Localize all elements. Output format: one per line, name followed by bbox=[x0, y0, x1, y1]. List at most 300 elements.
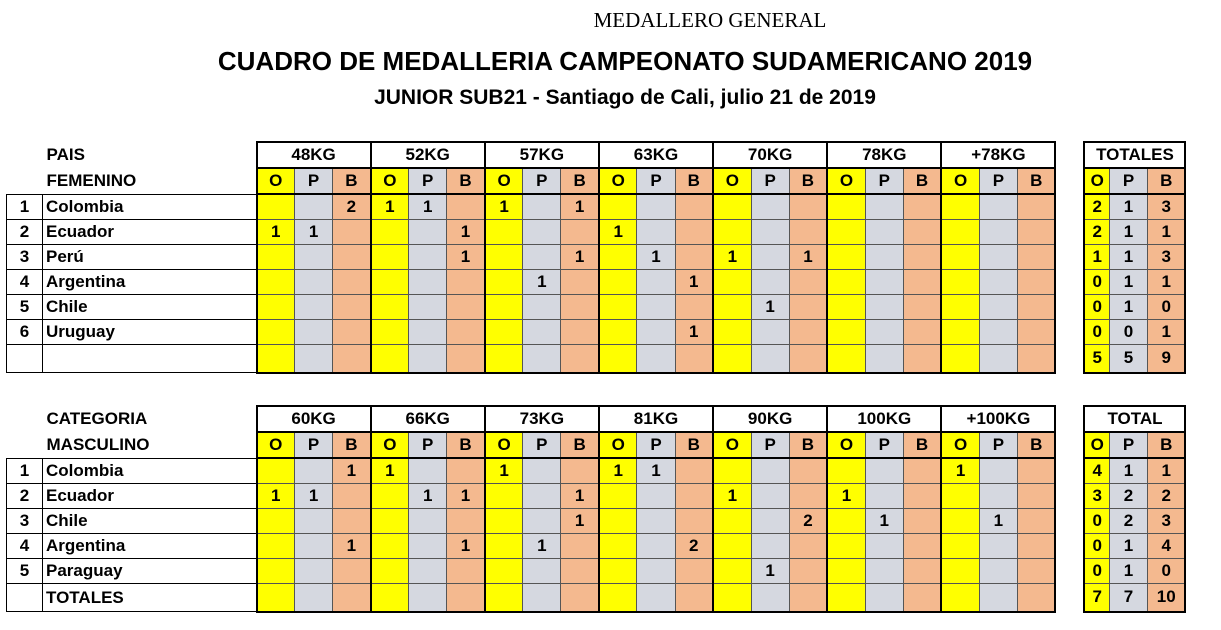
totals-header: TOTALES bbox=[1084, 142, 1185, 168]
medal-type-label: P bbox=[637, 168, 675, 194]
medal-count-cell bbox=[675, 245, 713, 270]
medal-count-cell bbox=[1017, 245, 1055, 270]
total-count-cell: 1 bbox=[1147, 458, 1185, 484]
medal-count-cell: 1 bbox=[827, 484, 865, 509]
medal-count-cell bbox=[371, 270, 409, 295]
total-count-cell: 4 bbox=[1147, 534, 1185, 559]
medal-count-cell bbox=[447, 559, 485, 584]
medal-count-cell bbox=[941, 220, 979, 245]
medal-count-cell bbox=[295, 194, 333, 220]
medal-count-cell bbox=[827, 220, 865, 245]
medal-count-cell bbox=[371, 320, 409, 345]
medal-count-cell bbox=[789, 345, 827, 373]
medal-count-cell bbox=[827, 345, 865, 373]
medal-count-cell: 1 bbox=[295, 484, 333, 509]
medal-count-cell bbox=[447, 194, 485, 220]
medal-count-cell bbox=[903, 320, 941, 345]
total-count-cell: 0 bbox=[1084, 509, 1109, 534]
total-count-cell: 1 bbox=[1147, 320, 1185, 345]
country-cell: Paraguay bbox=[43, 559, 257, 584]
weight-category-header: 90KG bbox=[713, 406, 827, 432]
medal-count-cell bbox=[637, 484, 675, 509]
medal-count-cell bbox=[675, 509, 713, 534]
medal-count-cell: 1 bbox=[523, 270, 561, 295]
medal-count-cell bbox=[485, 484, 523, 509]
medal-count-cell bbox=[827, 245, 865, 270]
total-count-cell: 1 bbox=[1109, 220, 1147, 245]
total-count-cell: 10 bbox=[1147, 584, 1185, 612]
table-row bbox=[7, 559, 1186, 584]
medal-count-cell bbox=[295, 584, 333, 612]
medal-count-cell bbox=[257, 458, 295, 484]
weight-category-header: 78KG bbox=[827, 142, 941, 168]
medal-count-cell bbox=[751, 458, 789, 484]
medal-count-cell bbox=[447, 458, 485, 484]
medal-count-cell bbox=[485, 320, 523, 345]
medal-count-cell bbox=[865, 194, 903, 220]
medal-count-cell: 1 bbox=[675, 270, 713, 295]
rank-cell: 3 bbox=[7, 509, 43, 534]
medal-type-label: P bbox=[523, 168, 561, 194]
medal-count-cell bbox=[371, 509, 409, 534]
medal-count-cell bbox=[1017, 295, 1055, 320]
medal-count-cell bbox=[675, 295, 713, 320]
medal-count-cell bbox=[903, 458, 941, 484]
section-sublabel: MASCULINO bbox=[46, 434, 150, 454]
medal-count-cell bbox=[751, 509, 789, 534]
medal-count-cell: 1 bbox=[599, 458, 637, 484]
medal-count-cell bbox=[485, 270, 523, 295]
medal-count-cell: 1 bbox=[979, 509, 1017, 534]
medal-count-cell bbox=[979, 245, 1017, 270]
medal-count-cell bbox=[599, 509, 637, 534]
weight-category-header: 60KG bbox=[257, 406, 371, 432]
medal-count-cell bbox=[827, 534, 865, 559]
medal-count-cell bbox=[257, 345, 295, 373]
medal-count-cell bbox=[599, 320, 637, 345]
total-count-cell: 1 bbox=[1147, 270, 1185, 295]
rank-cell: 2 bbox=[7, 484, 43, 509]
medal-count-cell bbox=[561, 320, 599, 345]
medal-count-cell bbox=[1017, 484, 1055, 509]
medal-count-cell bbox=[789, 458, 827, 484]
medal-count-cell: 1 bbox=[371, 458, 409, 484]
medal-count-cell bbox=[865, 270, 903, 295]
total-count-cell: 7 bbox=[1084, 584, 1109, 612]
total-count-cell: 1 bbox=[1147, 220, 1185, 245]
medal-count-cell bbox=[333, 484, 371, 509]
rank-cell: 4 bbox=[7, 534, 43, 559]
total-count-cell: 0 bbox=[1084, 295, 1109, 320]
medal-type-label: O bbox=[371, 432, 409, 458]
medal-count-cell: 1 bbox=[295, 220, 333, 245]
medal-type-label: P bbox=[979, 168, 1017, 194]
medal-count-cell: 1 bbox=[751, 295, 789, 320]
total-count-cell: 5 bbox=[1084, 345, 1109, 373]
medal-count-cell bbox=[1017, 458, 1055, 484]
medal-count-cell bbox=[789, 270, 827, 295]
medal-count-cell bbox=[257, 295, 295, 320]
weight-category-header: 70KG bbox=[713, 142, 827, 168]
medal-count-cell bbox=[637, 584, 675, 612]
medal-count-cell bbox=[941, 270, 979, 295]
country-cell: Uruguay bbox=[43, 320, 257, 345]
medal-count-cell bbox=[447, 320, 485, 345]
medal-count-cell bbox=[941, 559, 979, 584]
total-count-cell: 2 bbox=[1109, 484, 1147, 509]
medal-type-label: O bbox=[371, 168, 409, 194]
medal-count-cell bbox=[1017, 270, 1055, 295]
medal-count-cell bbox=[485, 295, 523, 320]
medal-count-cell bbox=[1017, 220, 1055, 245]
medal-type-label: P bbox=[409, 432, 447, 458]
medal-count-cell bbox=[637, 270, 675, 295]
total-count-cell: 1 bbox=[1109, 534, 1147, 559]
medal-count-cell bbox=[865, 458, 903, 484]
medal-count-cell bbox=[523, 220, 561, 245]
medal-count-cell bbox=[333, 245, 371, 270]
medal-count-cell: 1 bbox=[333, 534, 371, 559]
medal-count-cell bbox=[713, 295, 751, 320]
medal-count-cell bbox=[865, 559, 903, 584]
medal-count-cell: 2 bbox=[789, 509, 827, 534]
medal-count-cell bbox=[295, 245, 333, 270]
country-cell: Colombia bbox=[43, 194, 257, 220]
medal-count-cell: 1 bbox=[561, 484, 599, 509]
medal-count-cell bbox=[789, 534, 827, 559]
medal-type-label: P bbox=[409, 168, 447, 194]
table-row bbox=[7, 458, 1186, 484]
medal-count-cell bbox=[865, 295, 903, 320]
medal-type-label: O bbox=[485, 168, 523, 194]
medal-count-cell bbox=[941, 245, 979, 270]
medal-count-cell bbox=[713, 345, 751, 373]
medal-count-cell bbox=[371, 559, 409, 584]
total-count-cell: 3 bbox=[1147, 194, 1185, 220]
medal-count-cell bbox=[257, 534, 295, 559]
section-sublabel: FEMENINO bbox=[46, 170, 137, 190]
total-count-cell: 0 bbox=[1084, 320, 1109, 345]
total-count-cell: 2 bbox=[1084, 220, 1109, 245]
table-row bbox=[7, 194, 1186, 220]
medal-count-cell bbox=[523, 559, 561, 584]
rank-cell: 5 bbox=[7, 559, 43, 584]
medal-type-label: P bbox=[295, 168, 333, 194]
table-row bbox=[7, 484, 1186, 509]
medal-count-cell: 1 bbox=[751, 559, 789, 584]
medal-count-cell bbox=[409, 295, 447, 320]
medal-count-cell bbox=[675, 584, 713, 612]
medal-count-cell bbox=[295, 320, 333, 345]
medal-count-cell bbox=[903, 484, 941, 509]
medal-count-cell: 1 bbox=[789, 245, 827, 270]
medal-count-cell bbox=[865, 534, 903, 559]
medal-count-cell bbox=[561, 559, 599, 584]
medal-count-cell bbox=[903, 295, 941, 320]
country-cell: Perú bbox=[43, 245, 257, 270]
total-count-cell: 1 bbox=[1109, 194, 1147, 220]
total-count-cell: 9 bbox=[1147, 345, 1185, 373]
rank-cell: 6 bbox=[7, 320, 43, 345]
medal-type-label: B bbox=[675, 432, 713, 458]
table-row bbox=[7, 245, 1186, 270]
medal-count-cell bbox=[561, 584, 599, 612]
medal-type-label: O bbox=[599, 168, 637, 194]
medal-count-cell: 2 bbox=[675, 534, 713, 559]
medal-count-cell bbox=[523, 345, 561, 373]
total-count-cell: 0 bbox=[1147, 295, 1185, 320]
medal-type-label: O bbox=[599, 432, 637, 458]
medal-count-cell bbox=[903, 584, 941, 612]
total-count-cell: 0 bbox=[1084, 270, 1109, 295]
weight-category-header: 81KG bbox=[599, 406, 713, 432]
document-heading: MEDALLERO GENERAL bbox=[593, 8, 827, 32]
rank-cell: 2 bbox=[7, 220, 43, 245]
medal-count-cell: 1 bbox=[257, 484, 295, 509]
medal-count-cell: 1 bbox=[447, 484, 485, 509]
medal-count-cell bbox=[409, 509, 447, 534]
medal-type-label: P bbox=[979, 432, 1017, 458]
total-count-cell: 0 bbox=[1084, 559, 1109, 584]
weight-category-header: +78KG bbox=[941, 142, 1055, 168]
medal-count-cell bbox=[713, 320, 751, 345]
medal-type-label: B bbox=[447, 432, 485, 458]
country-cell: Chile bbox=[43, 509, 257, 534]
country-cell: Argentina bbox=[43, 534, 257, 559]
medal-count-cell bbox=[257, 509, 295, 534]
medal-count-cell bbox=[941, 194, 979, 220]
medal-type-label: O bbox=[713, 432, 751, 458]
medal-count-cell bbox=[1017, 320, 1055, 345]
medal-count-cell bbox=[827, 584, 865, 612]
medal-type-label: B bbox=[333, 432, 371, 458]
medal-count-cell bbox=[941, 509, 979, 534]
medal-count-cell bbox=[485, 534, 523, 559]
medal-count-cell bbox=[941, 345, 979, 373]
medal-count-cell: 1 bbox=[637, 245, 675, 270]
medal-type-label: B bbox=[1147, 168, 1185, 194]
table-row bbox=[7, 509, 1186, 534]
medal-type-label: B bbox=[561, 168, 599, 194]
medal-count-cell: 1 bbox=[371, 194, 409, 220]
medal-count-cell: 1 bbox=[561, 245, 599, 270]
medal-count-cell bbox=[751, 345, 789, 373]
medal-type-label: P bbox=[865, 432, 903, 458]
total-count-cell: 3 bbox=[1084, 484, 1109, 509]
medal-count-cell bbox=[523, 245, 561, 270]
medal-count-cell bbox=[713, 534, 751, 559]
total-count-cell: 1 bbox=[1109, 270, 1147, 295]
medal-count-cell bbox=[295, 295, 333, 320]
medal-count-cell bbox=[979, 458, 1017, 484]
medal-type-label: B bbox=[1147, 432, 1185, 458]
medal-count-cell bbox=[485, 245, 523, 270]
medal-count-cell: 1 bbox=[409, 194, 447, 220]
medal-type-label: B bbox=[789, 168, 827, 194]
medal-count-cell bbox=[941, 584, 979, 612]
medal-type-label: P bbox=[637, 432, 675, 458]
totals-header: TOTAL bbox=[1084, 406, 1185, 432]
medal-count-cell bbox=[979, 584, 1017, 612]
page-title: CUADRO DE MEDALLERIA CAMPEONATO SUDAMERICANO 2019 bbox=[217, 46, 1033, 76]
medal-type-label: B bbox=[1017, 168, 1055, 194]
medal-count-cell bbox=[333, 345, 371, 373]
medal-count-cell bbox=[713, 458, 751, 484]
medal-count-cell bbox=[789, 295, 827, 320]
medal-count-cell bbox=[561, 270, 599, 295]
medal-count-cell bbox=[409, 220, 447, 245]
medal-count-cell bbox=[523, 458, 561, 484]
weight-category-header: 73KG bbox=[485, 406, 599, 432]
medal-type-label: B bbox=[789, 432, 827, 458]
medal-count-cell bbox=[789, 584, 827, 612]
rank-cell bbox=[7, 345, 43, 373]
medal-count-cell bbox=[485, 584, 523, 612]
medal-count-cell bbox=[713, 584, 751, 612]
medal-count-cell bbox=[257, 194, 295, 220]
total-count-cell: 2 bbox=[1084, 194, 1109, 220]
medal-count-cell bbox=[599, 295, 637, 320]
medal-count-cell bbox=[599, 559, 637, 584]
medal-count-cell bbox=[751, 220, 789, 245]
medal-count-cell bbox=[903, 245, 941, 270]
medal-count-cell bbox=[257, 245, 295, 270]
medal-count-cell bbox=[333, 270, 371, 295]
medal-count-cell bbox=[637, 320, 675, 345]
medal-count-cell bbox=[827, 295, 865, 320]
total-count-cell: 3 bbox=[1147, 509, 1185, 534]
medal-count-cell bbox=[751, 270, 789, 295]
medal-count-cell bbox=[941, 320, 979, 345]
medal-count-cell bbox=[333, 509, 371, 534]
medal-count-cell bbox=[523, 584, 561, 612]
medal-count-cell bbox=[447, 270, 485, 295]
medal-count-cell bbox=[523, 194, 561, 220]
medal-count-cell: 1 bbox=[409, 484, 447, 509]
medal-count-cell: 2 bbox=[333, 194, 371, 220]
medal-count-cell bbox=[295, 270, 333, 295]
medal-count-cell bbox=[637, 559, 675, 584]
weight-category-header: 48KG bbox=[257, 142, 371, 168]
medal-type-label: O bbox=[257, 432, 295, 458]
medal-count-cell bbox=[903, 509, 941, 534]
table-row bbox=[7, 320, 1186, 345]
medal-count-cell: 1 bbox=[675, 320, 713, 345]
medal-count-cell bbox=[827, 320, 865, 345]
medal-count-cell: 1 bbox=[637, 458, 675, 484]
medal-count-cell bbox=[447, 295, 485, 320]
medal-count-cell bbox=[903, 220, 941, 245]
table-row bbox=[7, 295, 1186, 320]
medal-count-cell: 1 bbox=[447, 534, 485, 559]
country-cell: Colombia bbox=[43, 458, 257, 484]
medal-count-cell bbox=[637, 220, 675, 245]
medal-count-cell bbox=[713, 509, 751, 534]
medal-count-cell bbox=[409, 245, 447, 270]
medal-type-label: B bbox=[675, 168, 713, 194]
female-medal-table bbox=[6, 141, 1186, 374]
table-row bbox=[7, 220, 1186, 245]
medal-count-cell bbox=[333, 584, 371, 612]
medal-count-cell bbox=[599, 534, 637, 559]
total-count-cell: 1 bbox=[1109, 295, 1147, 320]
medal-type-label: P bbox=[523, 432, 561, 458]
medal-count-cell bbox=[485, 509, 523, 534]
medal-count-cell bbox=[637, 509, 675, 534]
medal-count-cell bbox=[371, 345, 409, 373]
total-count-cell: 0 bbox=[1147, 559, 1185, 584]
medal-count-cell bbox=[713, 220, 751, 245]
medal-count-cell bbox=[1017, 345, 1055, 373]
country-cell: Ecuador bbox=[43, 484, 257, 509]
medal-count-cell bbox=[713, 270, 751, 295]
medal-count-cell: 1 bbox=[257, 220, 295, 245]
medal-type-label: P bbox=[865, 168, 903, 194]
medal-count-cell bbox=[979, 559, 1017, 584]
medal-count-cell bbox=[865, 345, 903, 373]
medal-count-cell bbox=[827, 458, 865, 484]
medal-count-cell bbox=[941, 534, 979, 559]
medal-count-cell bbox=[675, 220, 713, 245]
medal-count-cell: 1 bbox=[865, 509, 903, 534]
medal-count-cell bbox=[865, 584, 903, 612]
medal-count-cell bbox=[1017, 509, 1055, 534]
medal-count-cell bbox=[789, 320, 827, 345]
medal-count-cell bbox=[523, 509, 561, 534]
medal-count-cell bbox=[675, 458, 713, 484]
medal-count-cell bbox=[941, 484, 979, 509]
total-count-cell: 1 bbox=[1109, 245, 1147, 270]
medal-count-cell bbox=[827, 270, 865, 295]
medal-type-label: O bbox=[827, 168, 865, 194]
medal-count-cell bbox=[751, 245, 789, 270]
medal-count-cell bbox=[979, 345, 1017, 373]
medal-type-label: B bbox=[1017, 432, 1055, 458]
medal-count-cell: 1 bbox=[713, 245, 751, 270]
medal-count-cell bbox=[561, 295, 599, 320]
medal-count-cell bbox=[675, 194, 713, 220]
medal-count-cell bbox=[523, 320, 561, 345]
total-count-cell: 3 bbox=[1147, 245, 1185, 270]
country-cell: Ecuador bbox=[43, 220, 257, 245]
medal-count-cell bbox=[333, 320, 371, 345]
medal-count-cell: 1 bbox=[523, 534, 561, 559]
medal-count-cell: 1 bbox=[599, 220, 637, 245]
medal-count-cell bbox=[865, 484, 903, 509]
medal-count-cell bbox=[599, 245, 637, 270]
medal-type-label: B bbox=[561, 432, 599, 458]
medal-count-cell bbox=[979, 220, 1017, 245]
medal-count-cell bbox=[485, 220, 523, 245]
medal-count-cell bbox=[865, 220, 903, 245]
medal-count-cell bbox=[979, 295, 1017, 320]
medal-count-cell bbox=[903, 559, 941, 584]
medal-count-cell bbox=[561, 220, 599, 245]
medal-count-cell bbox=[295, 345, 333, 373]
medal-count-cell bbox=[333, 559, 371, 584]
medal-count-cell bbox=[409, 534, 447, 559]
medal-count-cell bbox=[561, 458, 599, 484]
totals-row bbox=[7, 584, 1186, 612]
medal-count-cell bbox=[409, 270, 447, 295]
medal-count-cell bbox=[257, 584, 295, 612]
medal-count-cell bbox=[789, 220, 827, 245]
medal-count-cell bbox=[485, 559, 523, 584]
medal-count-cell bbox=[713, 194, 751, 220]
medal-count-cell bbox=[409, 458, 447, 484]
medal-type-label: B bbox=[903, 168, 941, 194]
medal-type-label: P bbox=[295, 432, 333, 458]
